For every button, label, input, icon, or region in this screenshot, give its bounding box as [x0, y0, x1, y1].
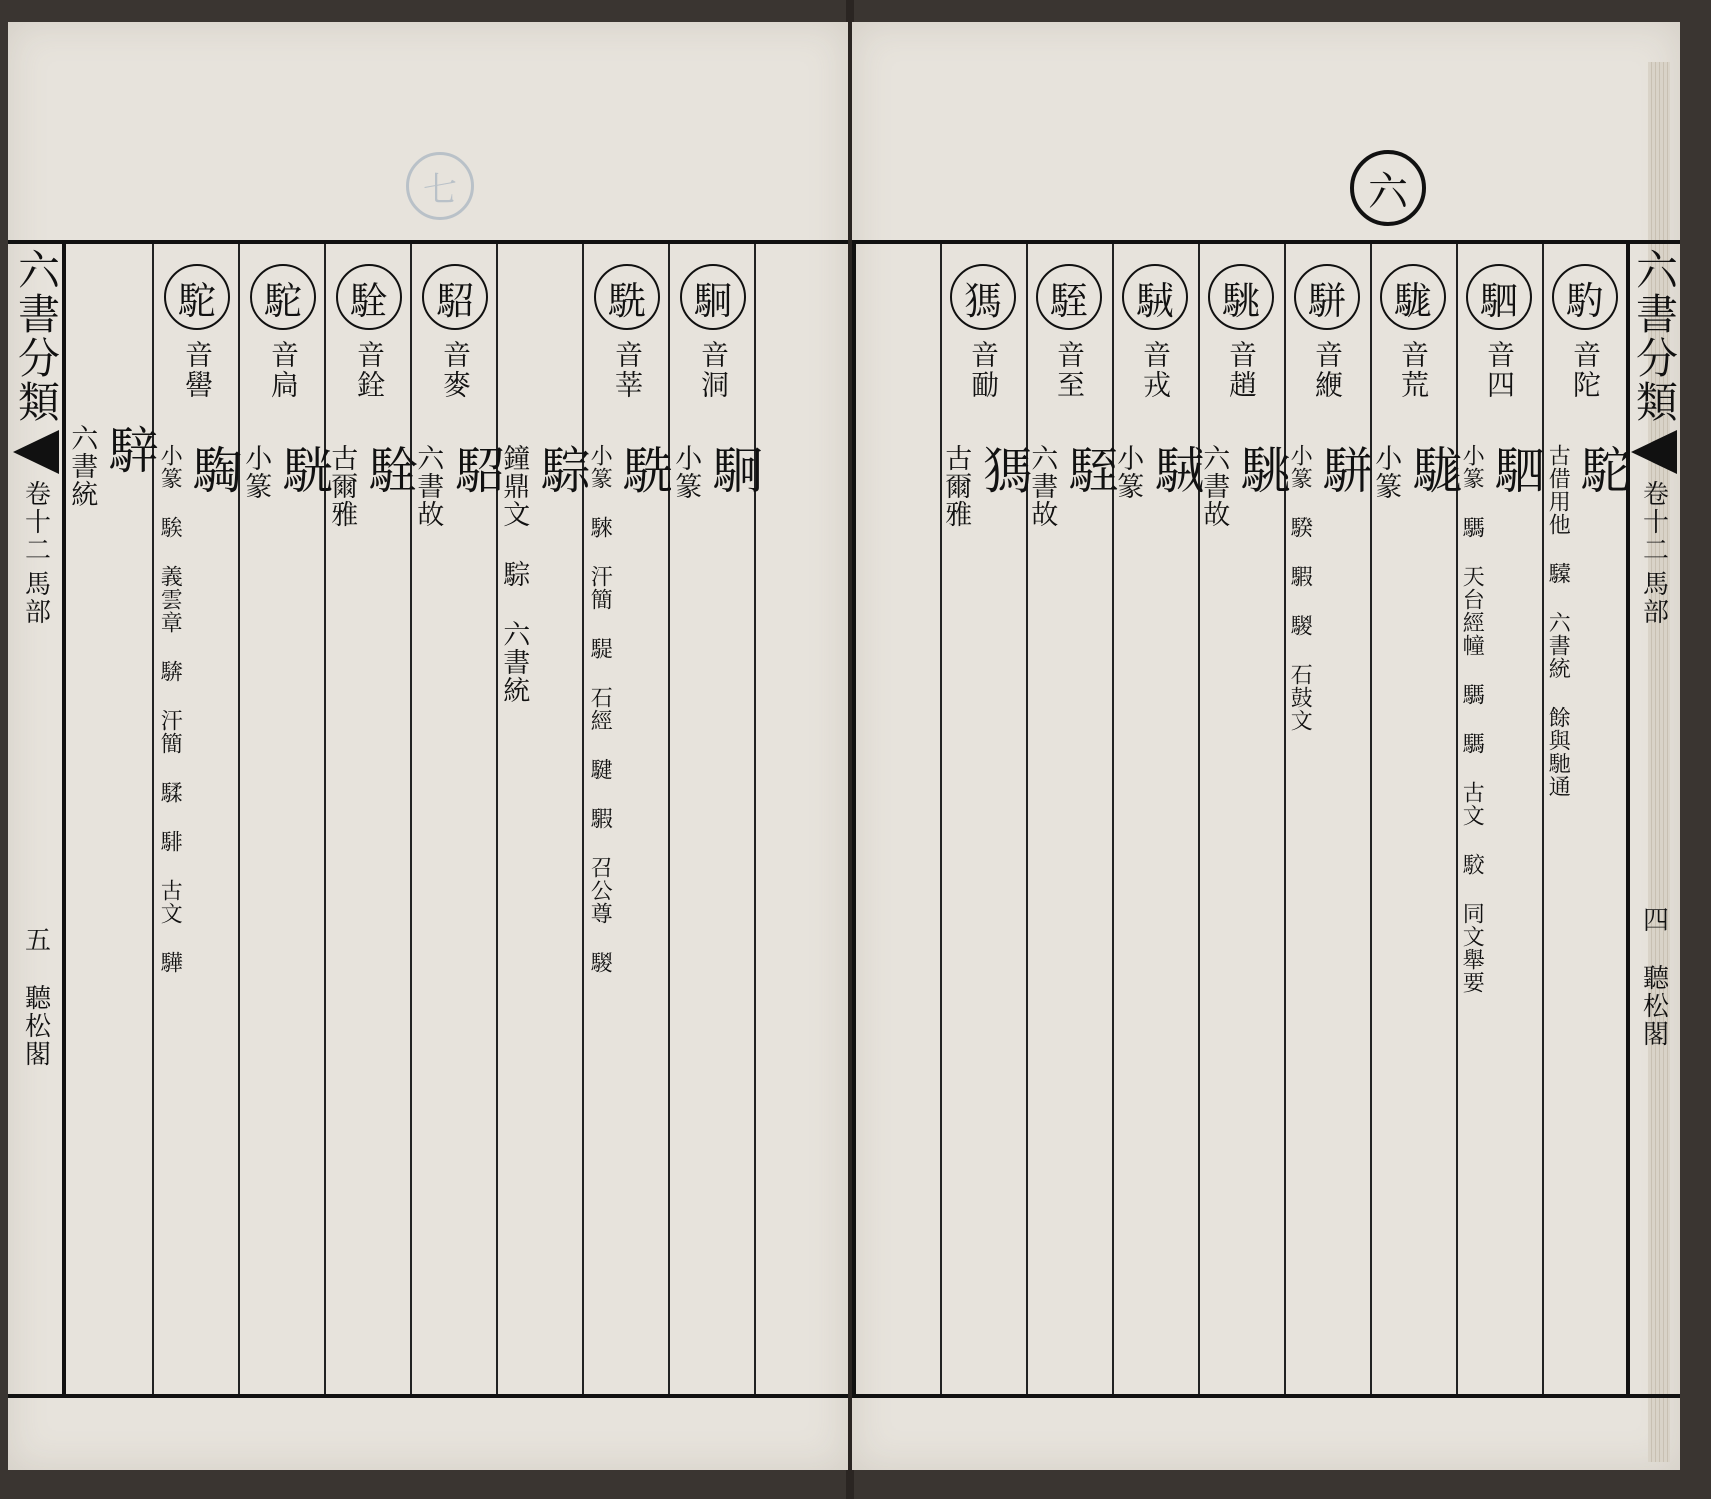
section-label: 馬部	[20, 570, 51, 626]
head-character: 馰	[1552, 264, 1618, 330]
volume-label: 卷十二	[1638, 480, 1669, 564]
head-character: 駪	[594, 264, 660, 330]
seal-form: 駝	[1572, 444, 1631, 506]
pronunciation-note: 音麥	[439, 340, 472, 400]
book-title: 六書分類	[1630, 248, 1679, 424]
seal-form: 騌	[532, 444, 591, 506]
book-title: 六書分類	[12, 248, 61, 424]
entry-column	[1542, 244, 1631, 1394]
seal-form: 駢	[1314, 444, 1373, 506]
seal-form: 駹	[1404, 444, 1463, 506]
source-note: 古爾雅	[326, 444, 358, 528]
seal-form: 獁	[974, 444, 1033, 506]
source-note: 古借用他 驝 六書統 餘與馳通	[1545, 444, 1571, 798]
pronunciation-note: 音陀	[1569, 340, 1602, 400]
entry-column	[1112, 244, 1205, 1394]
seal-form: 駥	[1146, 444, 1205, 506]
fishtail-mark	[1631, 430, 1677, 474]
seal-form: 駉	[704, 444, 763, 506]
right-margin-column	[1628, 244, 1680, 1394]
pronunciation-note: 音趙	[1225, 340, 1258, 400]
pronunciation-note: 音勔	[967, 340, 1000, 400]
entry-column	[240, 244, 333, 1394]
source-note: 小篆 騳 天台經幢 騳 騳 古文 駮 同文舉要	[1459, 444, 1485, 994]
head-character: 駉	[680, 264, 746, 330]
head-character: 駝	[164, 264, 230, 330]
source-note: 古爾雅	[940, 444, 972, 528]
seal-form: 駫	[274, 444, 333, 506]
source-note: 小篆 騋 汗簡 騠 石經 騝 騢 召公尊 騣	[587, 444, 613, 974]
entry-column	[498, 244, 591, 1394]
head-character: 駋	[422, 264, 488, 330]
seal-form: 騂	[100, 424, 159, 486]
pronunciation-note: 音洞	[697, 340, 730, 400]
entry-column	[1026, 244, 1119, 1394]
pronunciation-note: 音嚳	[181, 340, 214, 400]
head-character: 駹	[1380, 264, 1446, 330]
publisher-name: 聽松閣	[20, 984, 51, 1068]
entry-column	[154, 244, 243, 1394]
fishtail-mark	[13, 430, 59, 474]
entry-column	[326, 244, 419, 1394]
entry-column	[1370, 244, 1463, 1394]
seal-form: 駤	[1060, 444, 1119, 506]
head-character: 駥	[1122, 264, 1188, 330]
right-frame	[852, 240, 1680, 1398]
entry-column	[584, 244, 673, 1394]
head-character: 駣	[1208, 264, 1274, 330]
source-note: 小篆	[1370, 444, 1402, 500]
left-frame	[8, 240, 848, 1398]
pronunciation-note: 音銓	[353, 340, 386, 400]
entry-column	[412, 244, 505, 1394]
folio-number: 四	[1638, 906, 1669, 934]
pronunciation-note: 音緶	[1311, 340, 1344, 400]
entry-column	[1284, 244, 1373, 1394]
source-note: 六書故	[1026, 444, 1058, 528]
seal-form: 駟	[1486, 444, 1545, 506]
frame-edge	[852, 244, 856, 1394]
right-page	[852, 22, 1680, 1470]
left-margin-column	[10, 244, 62, 1394]
entry-column	[1198, 244, 1291, 1394]
left-page	[8, 22, 848, 1470]
head-character: 駝	[250, 264, 316, 330]
head-character: 駟	[1466, 264, 1532, 330]
pronunciation-note: 音莘	[611, 340, 644, 400]
source-note: 小篆 騃 義雲章 𩣺 汗簡 騥 騑 古文 驊	[157, 444, 183, 974]
page-seal-numeral: 六	[1368, 168, 1408, 215]
folio-number: 五	[20, 926, 51, 954]
faint-page-seal	[406, 152, 474, 220]
pronunciation-note: 音四	[1483, 340, 1516, 400]
seal-form: 騊	[184, 444, 243, 506]
section-label: 馬部	[1638, 570, 1669, 626]
source-note: 小篆	[240, 444, 272, 500]
head-character: 獁	[950, 264, 1016, 330]
entry-column	[1456, 244, 1545, 1394]
pronunciation-note: 音戎	[1139, 340, 1172, 400]
seal-form: 駣	[1232, 444, 1291, 506]
seal-form: 駋	[446, 444, 505, 506]
source-note: 六書故	[1198, 444, 1230, 528]
source-note: 鐘鼎文 騌 六書統	[498, 444, 530, 704]
head-character: 駩	[336, 264, 402, 330]
source-note: 小篆 騤 騢 騣 石鼓文	[1287, 444, 1313, 732]
seal-form: 駩	[360, 444, 419, 506]
source-note: 六書故	[412, 444, 444, 528]
source-note: 小篆	[670, 444, 702, 500]
source-note: 小篆	[1112, 444, 1144, 500]
head-character: 駤	[1036, 264, 1102, 330]
volume-label: 卷十二	[20, 480, 51, 564]
entry-column	[940, 244, 1033, 1394]
pronunciation-note: 音至	[1053, 340, 1086, 400]
publisher-name: 聽松閣	[1638, 964, 1669, 1048]
entry-column	[670, 244, 763, 1394]
source-note: 六書統	[66, 424, 98, 508]
faint-seal-numeral: 七	[423, 169, 457, 210]
pronunciation-note: 音荒	[1397, 340, 1430, 400]
page-seal	[1350, 150, 1426, 226]
entry-column	[66, 244, 159, 1394]
pronunciation-note: 音扃	[267, 340, 300, 400]
seal-form: 駪	[614, 444, 673, 506]
head-character: 駢	[1294, 264, 1360, 330]
